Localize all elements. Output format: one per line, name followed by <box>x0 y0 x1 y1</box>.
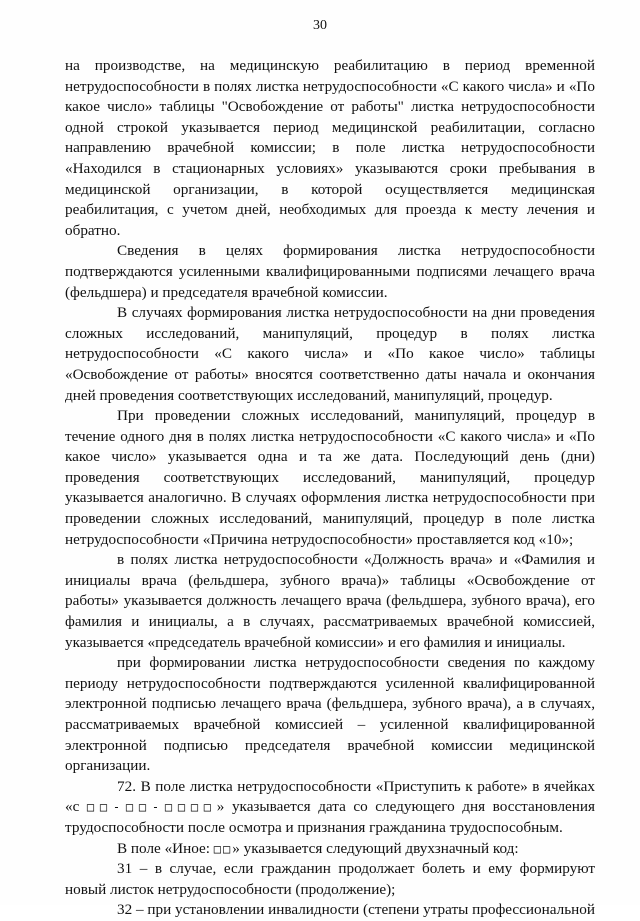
paragraph-72-start: 72. В поле листка нетрудоспособности «Приступить к работе» в ячейках «с <box>65 777 595 816</box>
paragraph-72-end: » указывается дата со следующего дня восстановления трудоспособности после осмотра и признания гражданина трудоспособным. <box>65 798 596 836</box>
other-field-start: В поле «Иное: <box>117 839 214 857</box>
other-field-end: » указывается следующий двухзначный код: <box>232 839 519 857</box>
date-cells: □□-□□-□□□□ <box>86 800 217 815</box>
paragraph-code-31: 31 – в случае, если гражданин продолжает болеть и ему формируют новый листок нетрудоспособности (продолжение); <box>65 860 595 898</box>
paragraph: в полях листка нетрудоспособности «Должность врача» и «Фамилия и инициалы врача (фельдшера, зубного врача)» таблицы «Освобождение от работы» указывается должность лечащего врача (фельдшера, зубного врача), его фамилия и инициалы, а в случаях, рассматриваемых врачебной комиссией, указывается «председатель врачебной комиссии» и его фамилия и инициалы. <box>65 551 595 651</box>
page-number: 30 <box>313 18 327 33</box>
paragraph: Сведения в целях формирования листка нетрудоспособности подтверждаются усиленными квалифицированными подписями лечащего врача (фельдшера) и председателя врачебной комиссии. <box>65 242 595 301</box>
paragraph: В случаях формирования листка нетрудоспособности на дни проведения сложных исследований, манипуляций, процедур в полях листка нетрудоспособности «С какого числа» и «По какое число» таблицы «Освобождение от работы» вносятся соответственно даты начала и окончания дней проведения соответствующих исследований, манипуляций, процедур. <box>65 304 595 404</box>
document-body <box>65 56 595 921</box>
paragraph-other-field <box>65 839 595 860</box>
paragraph-code-32: 32 – при установлении инвалидности (степени утраты профессиональной <box>117 901 595 919</box>
paragraph: При проведении сложных исследований, манипуляций, процедур в течение одного дня в полях листка нетрудоспособности «С какого числа» и «По какое число» указывается одна и та же дата. Последующий день (дни) проведения соответствующих исследований, манипуляций, процедур указывается аналогично. В случаях оформления листка нетрудоспособности при проведении сложных исследований, манипуляций, процедур в поле листка нетрудоспособности «Причина нетрудоспособности» проставляется код «10»; <box>65 407 595 548</box>
paragraph: на производстве, на медицинскую реабилитацию в период временной нетрудоспособности в полях листка нетрудоспособности «С какого числа» и «По какое число» таблицы "Освобождение от работы" листка нетрудоспособности одной строкой указывается период медицинской реабилитации, согласно направлению врачебной комиссии; в поле листка нетрудоспособности «Находился в стационарных условиях» указываются сроки пребывания в медицинской организации, в которой осуществляется медицинская реабилитация, с учетом дней, необходимых для проезда к месту лечения и обратно. <box>65 57 595 239</box>
code-cells: □□ <box>213 841 233 856</box>
paragraph-72 <box>65 777 595 839</box>
paragraph: при формировании листка нетрудоспособности сведения по каждому периоду нетрудоспособности подтверждаются усиленной квалифицированной электронной подписью лечащего врача (фельдшера, зубного врача), а в случаях, рассматриваемых врачебной комиссией – усиленной квалифицированной электронной подписью председателя врачебной комиссии медицинской организации. <box>65 654 595 775</box>
